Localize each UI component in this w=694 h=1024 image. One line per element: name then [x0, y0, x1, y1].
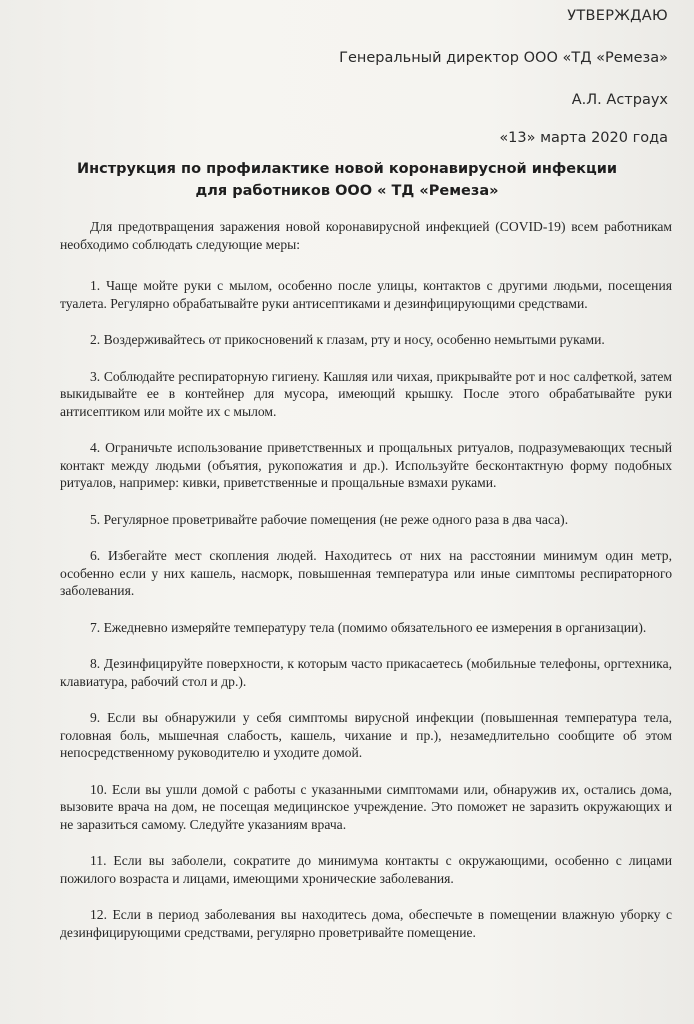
approver-name: А.Л. Астраух	[571, 92, 668, 108]
measure-item: 10. Если вы ушли домой с работы с указанными симптомами или, обнаружив их, остались дома, вызовите врача на дом, не посещая медицинское учреждение. Это поможет не заразить окружающих и не заразиться самому. Следуйте указаниям врача.	[60, 781, 672, 832]
measure-item: 7. Ежедневно измеряйте температуру тела (помимо обязательного ее измерения в организации).	[90, 619, 647, 635]
measure-item: 1. Чаще мойте руки с мылом, особенно после улицы, контактов с другими людьми, посещения туалета. Регулярно обрабатывайте руки антисептиками и дезинфицирующими средствами.	[60, 278, 672, 311]
approval-title: УТВЕРЖДАЮ	[567, 8, 668, 24]
document-body	[60, 218, 672, 960]
measure-item: 12. Если в период заболевания вы находитесь дома, обеспечьте в помещении влажную уборку с дезинфицирующими средствами, регулярно проветривайте помещение.	[60, 907, 672, 940]
measure-item: 4. Ограничьте использование приветственных и прощальных ритуалов, подразумевающих тесный контакт между людьми (объятия, рукопожатия и др.). Используйте бесконтактную форму подобных ритуалов, например: кивки, приветственные и прощальные взмахи руками.	[60, 440, 672, 490]
measure-item: 9. Если вы обнаружили у себя симптомы вирусной инфекции (повышенная температура тела, головная боль, мышечная слабость, кашель, чихание и пр.), незамедлительно сообщите об этом непосредственному руководителю и уходите домой.	[60, 710, 672, 760]
measure-item: 8. Дезинфицируйте поверхности, к которым часто прикасаетесь (мобильные телефоны, оргтехника, клавиатура, рабочий стол и др.).	[60, 656, 672, 689]
approval-date: «13» марта 2020 года	[499, 130, 668, 146]
measure-item: 2. Воздерживайтесь от прикосновений к глазам, рту и носу, особенно немытыми руками.	[90, 332, 605, 347]
measure-item: 11. Если вы заболели, сократите до минимума контакты с окружающими, особенно с лицами пожилого возраста и лицами, имеющими хронические заболевания.	[60, 853, 672, 886]
measure-item: 5. Регулярное проветривайте рабочие помещения (не реже одного раза в два часа).	[90, 511, 569, 527]
measure-item: 3. Соблюдайте респираторную гигиену. Кашляя или чихая, прикрывайте рот и нос салфеткой, затем выкидывайте ее в контейнер для мусора, имеющий крышку. После этого обрабатывайте руки антисептиком или мойте их с мылом.	[60, 368, 672, 419]
intro-paragraph: Для предотвращения заражения новой коронавирусной инфекцией (COVID-19) всем работникам необходимо соблюдать следующие меры:	[60, 219, 672, 252]
document-title	[40, 158, 654, 202]
document-title-line-1: Инструкция по профилактике новой коронавирусной инфекции	[76, 161, 618, 177]
measure-item: 6. Избегайте мест скопления людей. Находитесь от них на расстоянии минимум один метр, особенно если у них кашель, насморк, повышенная температура или иные симптомы респираторного заболевания.	[60, 548, 672, 598]
document-title-line-2: для работников ООО « ТД «Ремеза»	[195, 183, 499, 199]
approver-position: Генеральный директор ООО «ТД «Ремеза»	[339, 50, 668, 66]
